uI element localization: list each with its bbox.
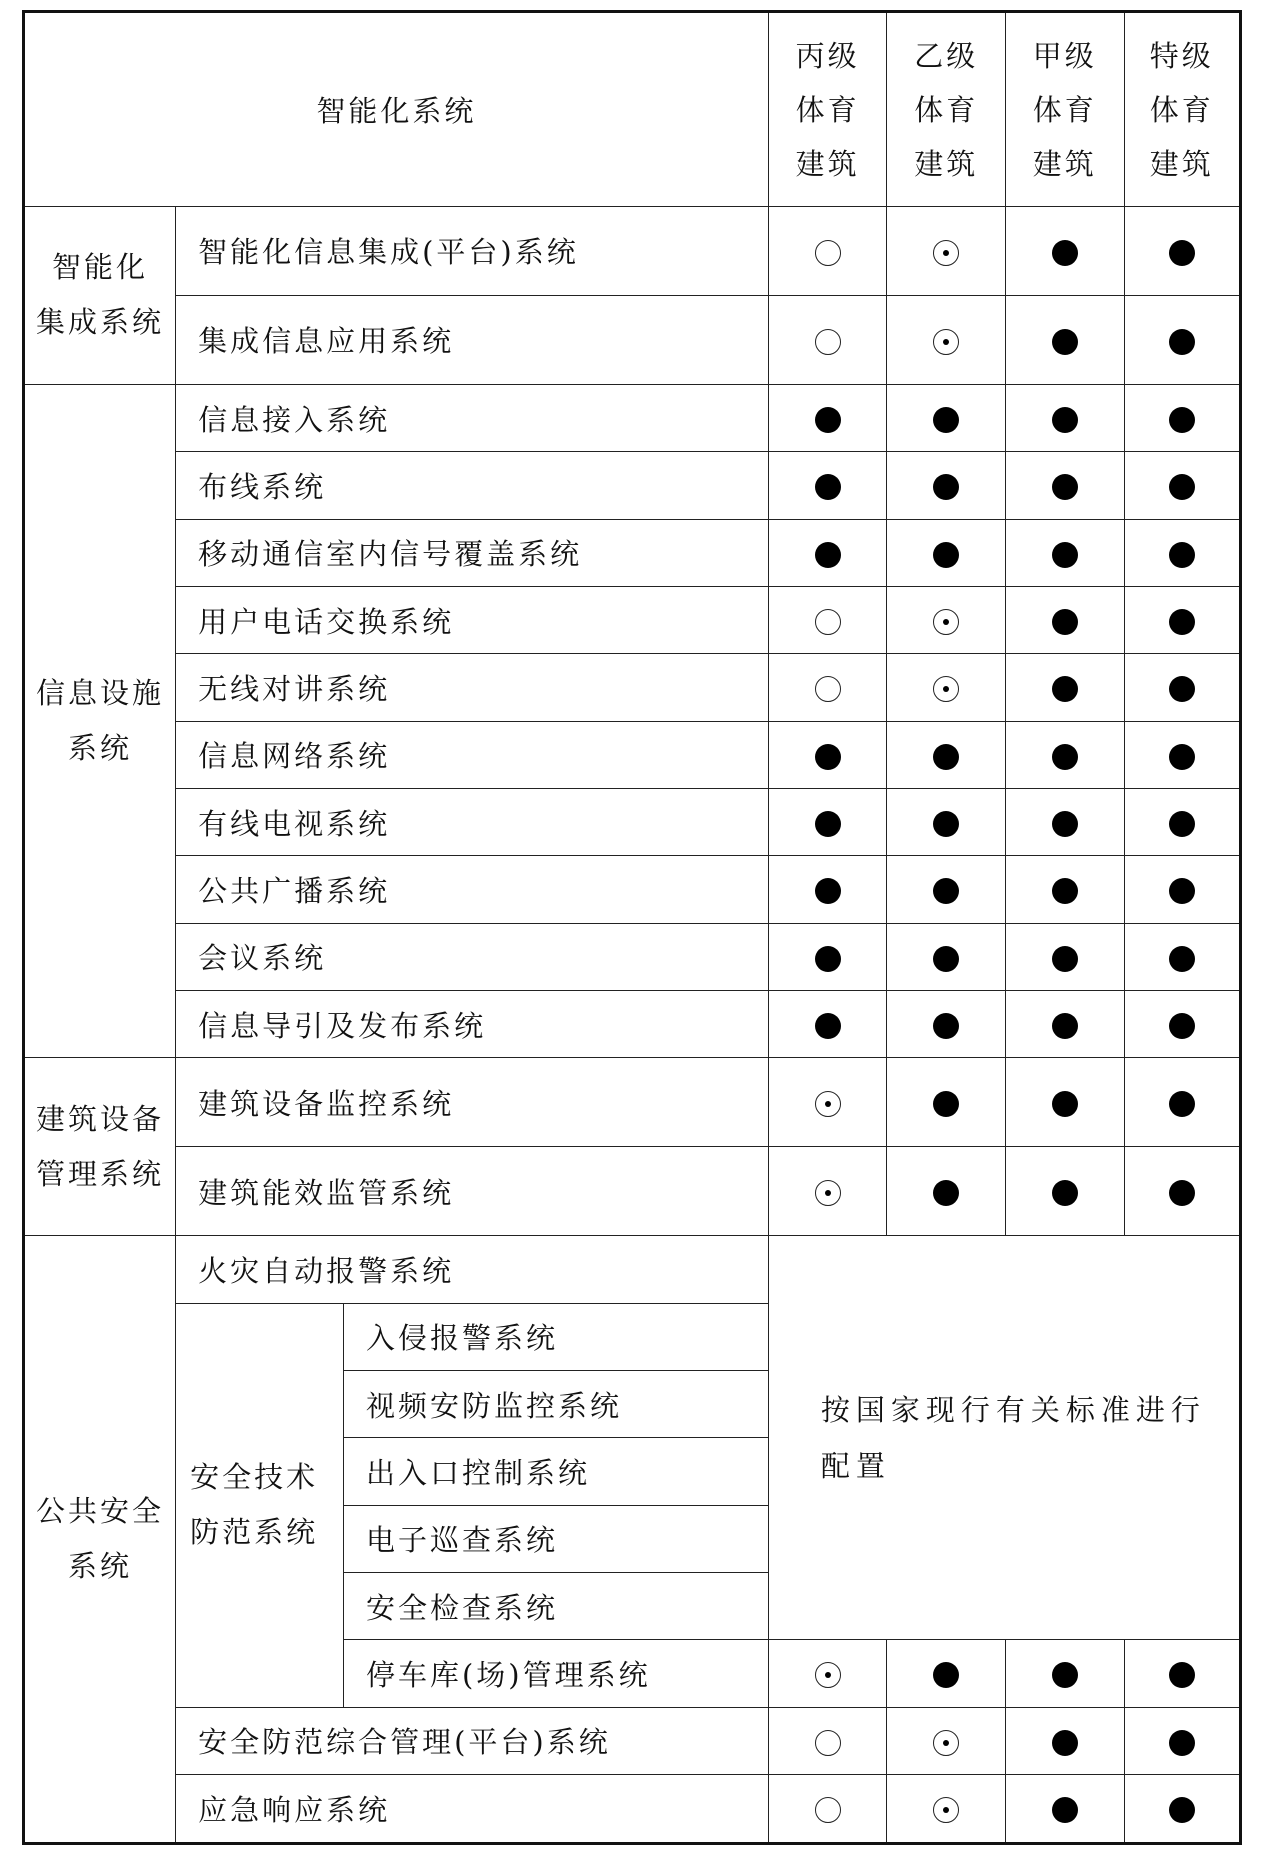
system-name: 建筑设备监控系统 (176, 1058, 769, 1147)
category-equipment: 建筑设备 管理系统 (24, 1058, 176, 1236)
mark-cell (1005, 1774, 1124, 1843)
system-name: 公共广播系统 (176, 856, 769, 923)
category-infrastructure: 信息设施 系统 (24, 384, 176, 1057)
mark-cell (1124, 1774, 1240, 1843)
full-circle-icon (1052, 744, 1078, 770)
mark-cell (1005, 519, 1124, 586)
full-circle-icon (933, 542, 959, 568)
full-circle-icon (1052, 1180, 1078, 1206)
header-system: 智能化系统 (24, 12, 769, 207)
mark-cell (1005, 788, 1124, 855)
mark-cell (887, 990, 1006, 1057)
config-note: 按国家现行有关标准进行 配置 (768, 1236, 1240, 1640)
empty-circle-icon (815, 1797, 841, 1823)
mark-cell (768, 990, 887, 1057)
dot-circle-icon (815, 1091, 841, 1117)
mark-cell (1124, 384, 1240, 451)
full-circle-icon (815, 744, 841, 770)
system-name: 用户电话交换系统 (176, 586, 769, 653)
mark-cell (887, 295, 1006, 384)
mark-cell (1124, 654, 1240, 721)
table-row (24, 1147, 1241, 1236)
mark-cell (887, 384, 1006, 451)
mark-cell (768, 654, 887, 721)
mark-cell (887, 207, 1006, 296)
system-name: 有线电视系统 (176, 788, 769, 855)
full-circle-icon (933, 1180, 959, 1206)
dot-circle-icon (815, 1180, 841, 1206)
full-circle-icon (1052, 878, 1078, 904)
mark-cell (1124, 923, 1240, 990)
mark-cell (887, 586, 1006, 653)
full-circle-icon (1052, 1013, 1078, 1039)
system-name: 应急响应系统 (176, 1774, 769, 1843)
dot-circle-icon (933, 676, 959, 702)
mark-cell (1124, 788, 1240, 855)
full-circle-icon (1052, 1091, 1078, 1117)
full-circle-icon (1169, 1091, 1195, 1117)
header-row (24, 12, 1241, 207)
dot-circle-icon (933, 609, 959, 635)
full-circle-icon (1169, 676, 1195, 702)
mark-cell (887, 1147, 1006, 1236)
full-circle-icon (1052, 474, 1078, 500)
full-circle-icon (1169, 1797, 1195, 1823)
system-name: 信息网络系统 (176, 721, 769, 788)
dot-circle-icon (933, 240, 959, 266)
full-circle-icon (1169, 407, 1195, 433)
mark-cell (768, 1707, 887, 1774)
full-circle-icon (815, 946, 841, 972)
table-row (24, 1774, 1241, 1843)
header-grade-special: 特级 体育 建筑 (1124, 12, 1240, 207)
category-security-tech: 安全技术 防范系统 (176, 1303, 344, 1707)
full-circle-icon (933, 946, 959, 972)
mark-cell (1005, 1640, 1124, 1707)
full-circle-icon (933, 407, 959, 433)
full-circle-icon (933, 1013, 959, 1039)
full-circle-icon (1169, 609, 1195, 635)
mark-cell (887, 788, 1006, 855)
full-circle-icon (815, 474, 841, 500)
mark-cell (887, 1640, 1006, 1707)
mark-cell (1124, 721, 1240, 788)
mark-cell (1124, 295, 1240, 384)
mark-cell (1005, 384, 1124, 451)
empty-circle-icon (815, 676, 841, 702)
full-circle-icon (1052, 946, 1078, 972)
mark-cell (1005, 654, 1124, 721)
full-circle-icon (1169, 1013, 1195, 1039)
full-circle-icon (1052, 1662, 1078, 1688)
system-name: 无线对讲系统 (176, 654, 769, 721)
mark-cell (1124, 1147, 1240, 1236)
mark-cell (768, 586, 887, 653)
full-circle-icon (1169, 1730, 1195, 1756)
system-name: 集成信息应用系统 (176, 295, 769, 384)
system-name: 会议系统 (176, 923, 769, 990)
mark-cell (1005, 295, 1124, 384)
system-name: 安全检查系统 (343, 1572, 768, 1639)
mark-cell (1124, 1640, 1240, 1707)
table-row (24, 207, 1241, 296)
mark-cell (768, 1640, 887, 1707)
dot-circle-icon (933, 1797, 959, 1823)
mark-cell (1124, 990, 1240, 1057)
empty-circle-icon (815, 240, 841, 266)
full-circle-icon (1052, 542, 1078, 568)
category-safety: 公共安全 系统 (24, 1236, 176, 1844)
full-circle-icon (933, 1091, 959, 1117)
system-name: 入侵报警系统 (343, 1303, 768, 1370)
full-circle-icon (815, 407, 841, 433)
table-row (24, 990, 1241, 1057)
mark-cell (768, 207, 887, 296)
system-name: 视频安防监控系统 (343, 1370, 768, 1437)
empty-circle-icon (815, 1730, 841, 1756)
mark-cell (1124, 856, 1240, 923)
table-row (24, 1707, 1241, 1774)
full-circle-icon (1052, 329, 1078, 355)
table-row (24, 788, 1241, 855)
full-circle-icon (1169, 240, 1195, 266)
mark-cell (768, 384, 887, 451)
full-circle-icon (1169, 811, 1195, 837)
system-name: 智能化信息集成(平台)系统 (176, 207, 769, 296)
table-row (24, 295, 1241, 384)
system-name: 信息导引及发布系统 (176, 990, 769, 1057)
category-integration: 智能化 集成系统 (24, 207, 176, 385)
mark-cell (887, 721, 1006, 788)
full-circle-icon (1169, 542, 1195, 568)
header-grade-b: 乙级 体育 建筑 (887, 12, 1006, 207)
full-circle-icon (1052, 609, 1078, 635)
system-name: 电子巡查系统 (343, 1505, 768, 1572)
mark-cell (1005, 586, 1124, 653)
table-row (24, 519, 1241, 586)
table-row (24, 721, 1241, 788)
full-circle-icon (1169, 946, 1195, 972)
full-circle-icon (1169, 474, 1195, 500)
full-circle-icon (1169, 329, 1195, 355)
system-name: 安全防范综合管理(平台)系统 (176, 1707, 769, 1774)
full-circle-icon (815, 542, 841, 568)
full-circle-icon (933, 878, 959, 904)
full-circle-icon (933, 811, 959, 837)
mark-cell (1124, 1707, 1240, 1774)
intelligent-systems-table (22, 10, 1242, 1845)
mark-cell (887, 1058, 1006, 1147)
full-circle-icon (1169, 744, 1195, 770)
mark-cell (768, 721, 887, 788)
full-circle-icon (815, 1013, 841, 1039)
table-row (24, 452, 1241, 519)
mark-cell (1005, 1058, 1124, 1147)
dot-circle-icon (933, 1730, 959, 1756)
table-row (24, 1058, 1241, 1147)
system-name: 建筑能效监管系统 (176, 1147, 769, 1236)
mark-cell (1005, 207, 1124, 296)
mark-cell (887, 1707, 1006, 1774)
mark-cell (1124, 519, 1240, 586)
full-circle-icon (815, 878, 841, 904)
full-circle-icon (1052, 240, 1078, 266)
full-circle-icon (933, 744, 959, 770)
mark-cell (768, 1147, 887, 1236)
dot-circle-icon (815, 1662, 841, 1688)
mark-cell (1124, 586, 1240, 653)
system-name: 布线系统 (176, 452, 769, 519)
mark-cell (768, 519, 887, 586)
mark-cell (768, 856, 887, 923)
mark-cell (1005, 990, 1124, 1057)
system-name: 火灾自动报警系统 (176, 1236, 769, 1303)
full-circle-icon (933, 1662, 959, 1688)
full-circle-icon (1052, 407, 1078, 433)
full-circle-icon (1052, 1797, 1078, 1823)
mark-cell (1005, 1707, 1124, 1774)
header-grade-c: 丙级 体育 建筑 (768, 12, 887, 207)
mark-cell (768, 923, 887, 990)
mark-cell (768, 452, 887, 519)
mark-cell (1005, 1147, 1124, 1236)
table-row (24, 384, 1241, 451)
dot-circle-icon (933, 329, 959, 355)
table-row (24, 1236, 1241, 1303)
full-circle-icon (1169, 878, 1195, 904)
mark-cell (768, 1058, 887, 1147)
full-circle-icon (1052, 676, 1078, 702)
mark-cell (1005, 856, 1124, 923)
empty-circle-icon (815, 609, 841, 635)
mark-cell (887, 452, 1006, 519)
mark-cell (887, 654, 1006, 721)
empty-circle-icon (815, 329, 841, 355)
system-name: 移动通信室内信号覆盖系统 (176, 519, 769, 586)
full-circle-icon (815, 811, 841, 837)
table-row (24, 654, 1241, 721)
mark-cell (1005, 923, 1124, 990)
mark-cell (887, 1774, 1006, 1843)
system-name: 停车库(场)管理系统 (343, 1640, 768, 1707)
full-circle-icon (1169, 1662, 1195, 1688)
mark-cell (1124, 207, 1240, 296)
table-row (24, 923, 1241, 990)
table-row (24, 586, 1241, 653)
mark-cell (887, 923, 1006, 990)
table-row (24, 856, 1241, 923)
mark-cell (887, 856, 1006, 923)
system-name: 信息接入系统 (176, 384, 769, 451)
mark-cell (768, 788, 887, 855)
system-name: 出入口控制系统 (343, 1438, 768, 1505)
header-grade-a: 甲级 体育 建筑 (1005, 12, 1124, 207)
mark-cell (768, 295, 887, 384)
mark-cell (1005, 721, 1124, 788)
full-circle-icon (1052, 811, 1078, 837)
mark-cell (1124, 452, 1240, 519)
mark-cell (1124, 1058, 1240, 1147)
full-circle-icon (933, 474, 959, 500)
mark-cell (768, 1774, 887, 1843)
full-circle-icon (1052, 1730, 1078, 1756)
mark-cell (887, 519, 1006, 586)
full-circle-icon (1169, 1180, 1195, 1206)
mark-cell (1005, 452, 1124, 519)
